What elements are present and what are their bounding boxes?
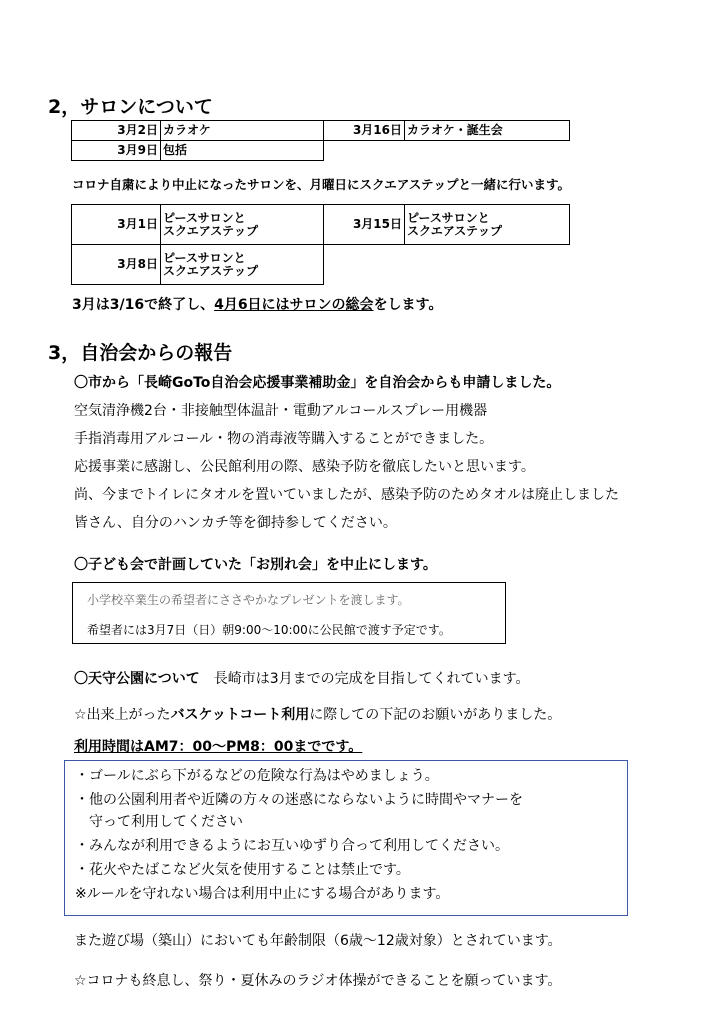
court-line	[74, 706, 561, 724]
rule-line: ・他の公園利用者や近隣の方々の迷惑にならないように時間やマナーを	[75, 792, 523, 808]
event-line: スクエアステップ	[407, 223, 503, 238]
report-p4: 応援事業に感謝し、公民館利用の際、感染予防を徹底したいと思います。	[74, 459, 535, 475]
event-cell	[405, 205, 570, 245]
rule-line: ・花火やたばこなど火気を使用することは禁止です。	[75, 862, 410, 878]
rule-line: ・みんなが利用できるようにお互いゆずり合って利用してください。	[75, 838, 509, 854]
park-line	[74, 670, 530, 688]
date-cell: 3月15日	[324, 205, 405, 245]
closing-text: 3月は3/16で終了し、	[72, 297, 215, 313]
date-cell: 3月9日	[72, 141, 161, 161]
park-heading: 〇天守公園について	[74, 671, 200, 687]
rule-line: ※ルールを守れない場合は利用中止にする場合があります。	[75, 886, 450, 902]
date-cell: 3月2日	[72, 121, 161, 141]
salon-note: コロナ自粛により中止になったサロンを、月曜日にスクエアステップと一緒に行います。	[72, 177, 571, 192]
kids-notice-box	[72, 582, 506, 644]
report-p5: 尚、今までトイレにタオルを置いていましたが、感染予防のためタオルは廃止しました	[74, 487, 620, 503]
court-text: ☆出来上がった	[74, 707, 171, 723]
report-p3: 手指消毒用アルコール・物の消毒液等購入することができました。	[74, 431, 494, 447]
closing-wish: ☆コロナも終息し、祭り・夏休みのラジオ体操ができることを願っています。	[74, 973, 562, 989]
date-cell: 3月8日	[72, 245, 161, 285]
report-p2: 空気清浄機2台・非接触型体温計・電動アルコールスプレー用機器	[74, 403, 488, 419]
park-text: 長崎市は3月までの完成を目指してくれています。	[213, 671, 530, 687]
section-2-heading: 2，サロンについて	[48, 96, 213, 118]
event-line: ピースサロンと	[163, 250, 246, 265]
date-cell: 3月1日	[72, 205, 161, 245]
event-cell	[161, 205, 324, 245]
salon-table-2	[71, 204, 570, 285]
court-bold: バスケットコート利用	[170, 707, 310, 723]
date-cell: 3月16日	[324, 121, 405, 141]
kids-notice-line: 希望者には3月7日（日）朝9:00～10:00に公民館で渡す予定です。	[87, 623, 451, 637]
court-text: に際しての下記のお願いがありました。	[309, 707, 562, 723]
salon-table-1	[71, 120, 570, 161]
closing-underlined: 4月6日にはサロンの総会	[214, 297, 374, 313]
event-line: スクエアステップ	[163, 263, 259, 278]
kids-heading: 〇子ども会で計画していた「お別れ会」を中止にします。	[74, 557, 437, 573]
age-restriction: また遊び場（築山）においても年齢制限（6歳～12歳対象）とされています。	[74, 933, 562, 949]
closing-text: をします。	[373, 297, 443, 313]
event-line: スクエアステップ	[163, 223, 259, 238]
rule-line: 守って利用してください	[75, 814, 243, 830]
event-cell: カラオケ	[161, 121, 324, 141]
event-cell	[161, 245, 324, 285]
event-line: ピースサロンと	[163, 210, 246, 225]
event-line: ピースサロンと	[407, 210, 490, 225]
rule-line: ・ゴールにぶら下がるなどの危険な行為はやめましょう。	[75, 768, 439, 784]
report-p6: 皆さん、自分のハンカチ等を御持参してください。	[74, 515, 397, 531]
event-cell: 包括	[161, 141, 324, 161]
rules-box	[64, 760, 628, 916]
section-3-heading: 3，自治会からの報告	[48, 342, 233, 364]
report-p1: 〇市から「長崎GoTo自治会応援事業補助金」を自治会からも申請しました。	[74, 375, 561, 391]
usage-hours: 利用時間はAM7：00～PM8：00までです。	[74, 739, 363, 755]
kids-notice-line: 小学校卒業生の希望者にささやかなプレゼントを渡します。	[87, 593, 410, 607]
event-cell: カラオケ・誕生会	[405, 121, 570, 141]
salon-closing	[72, 296, 442, 314]
